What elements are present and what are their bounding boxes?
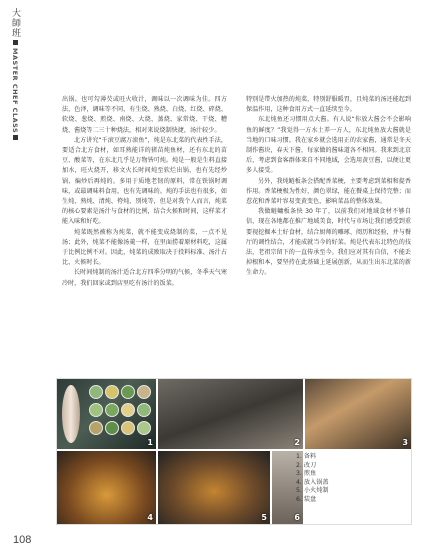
paragraph: 长时间炖制的汤汁适合北方四季分明的气候，冬季天气寒冷时，我们回家或到店里吃有汤汁的饭菜。: [62, 269, 227, 287]
bowl-icon: [137, 421, 151, 435]
photo-number: 3: [402, 438, 408, 447]
step-item: 2. 改刀: [296, 461, 317, 469]
paragraph: 我做鲢鳙板条快 30 年了，以前我们对地域食材不够自信，现在各地都在推广地域美食，时代与市场让我们感受到重要视挖掘本土好食材，结合厨师的雕琢、阅历和经验，并与餐厅的调性结合，才能成就当今的好菜。炖是代表东北特色的技法，老祖宗留下的一直传承至今。我们应对其有自信，不能丢掉根和本，要坚持在此基础上延展创新，从而生出东北菜的新生命力。: [246, 208, 411, 277]
step-photo-frying: [305, 379, 411, 449]
paragraph: 出锅。也可勾薄芡或旺火收汁，调味以一次调味为佳。四方法，色泽，调味等不同，有生烧、熟烧、白烧、红烧、碎烧、软烧、葱烧、煎烧、南烧、大烧、蒸烧、家常烧、干烧、糟烧、酱烧等二三十种烧法，相对来说烧制快捷，汤汁较少。: [62, 96, 227, 134]
section-header: [6, 8, 24, 140]
section-title: 大師班: [10, 8, 20, 38]
fish-illustration: [62, 385, 80, 443]
step-item: 5. 小火炖制: [296, 487, 329, 495]
step-photo-collage: [56, 378, 412, 525]
bowl-icon: [121, 421, 135, 435]
step-item: 1. 备料: [296, 453, 317, 460]
title-square-icon: [13, 40, 18, 45]
paragraph: 炖菜既然被称为炖菜，就不能变成烧制的菜，一点不见汤；此外，炖菜不能像汤羹一样，在里面捞着原材料吃，这属于比例比例不对。因此，炖菜的成败取决于投料标准、汤汁占比、火候时长。: [62, 228, 227, 267]
step-item: 4. 放入锅盖: [296, 478, 329, 486]
step-photo-prep: [57, 379, 156, 449]
paragraph: 东北炖鱼还习惯用点大酱。有人说“你放大酱会不会影响鱼的鲜度？”我觉得一方水土养一方人，东北炖鱼放大酱就是当地的口味习惯。我在家乡就会选用正的农家酱，通常是冬天制作酱块，春天下酱，每家做的酱味道各不相同。我来到北京后，考虑到食客群体来自不同地域，会选用黄豆酱，以便让更多人接受。: [246, 116, 411, 175]
step-photo-stewing: [158, 451, 270, 524]
photo-number: 4: [147, 513, 153, 522]
bowl-icon: [105, 385, 119, 399]
bowl-icon: [89, 421, 103, 435]
photo-number: 6: [294, 513, 300, 522]
text-column-right: [246, 95, 411, 279]
step-item: 3. 煎鱼: [296, 470, 317, 478]
bowl-icon: [105, 421, 119, 435]
bowl-icon: [89, 403, 103, 417]
bowl-icon: [121, 385, 135, 399]
paragraph: 北方讲究“千滚豆腐万滚鱼”，炖是东北菜的代表性手法，要适合北方食材，如耳熟能详的猪苗炖鱼材，还有东北的苗豆、酸菜等，在东北几乎是万物皆可炖。炖是一般是生料直接加水，旺火烧开，移文火长时间炖至软烂出锅，也有先经炒锅、煸炒后再炖的。多用于质地老韧的原料，常在铁锅时调味，或最调味料食用，也有先调味的。炖的手法也有很多，如生炖、熟炖、清炖、侉炖、别炖等，但是对我个人而言，炖菜的核心要素是汤汁与食材的比例，结合火候和时间，这样菜才能入味和好吃。: [62, 136, 227, 226]
paragraph: 特别是带火加热的炖菜，特别舒服暖胃，且炖菜的汤还能起到保温作用，这种食用方式一直延续至今。: [246, 96, 411, 114]
section-subtitle: MASTER CHEF CLASS: [11, 48, 19, 134]
bowl-icon: [105, 403, 119, 417]
photo-number: 2: [294, 438, 300, 447]
bowl-icon: [121, 403, 135, 417]
bowl-icon: [137, 385, 151, 399]
photo-number: 1: [147, 438, 153, 447]
step-photo-cutting: [158, 379, 303, 449]
steps-legend: [296, 453, 329, 505]
step-item: 6. 装盘: [296, 495, 317, 503]
bowl-icon: [89, 385, 103, 399]
bowl-icon: [137, 403, 151, 417]
text-column-left: [62, 95, 227, 289]
paragraph: 另外，我炖鲢板条会搭配香菜梗，主要考虑到菜相和提香作用。香菜梗极为性好，颜色翠绿，能在餐桌上保持完整；而惹花和香菜叶容易变黄变色，影响菜品的整体效果。: [246, 177, 411, 206]
photo-number: 5: [261, 513, 267, 522]
page-number: 108: [13, 534, 32, 546]
step-photo-pot: [57, 451, 156, 524]
subtitle-square-icon: [13, 135, 18, 140]
